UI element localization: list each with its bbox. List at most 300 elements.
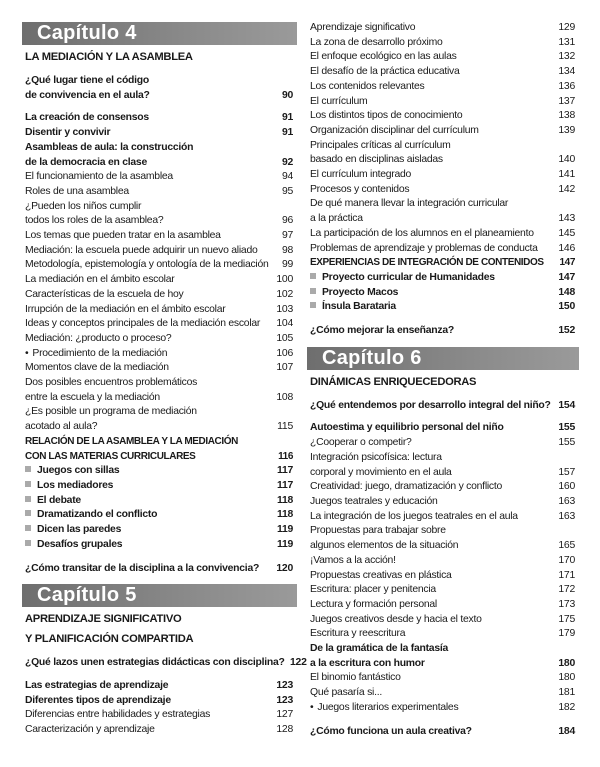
toc-entry[interactable] [310, 583, 575, 598]
page-number: 155 [558, 422, 575, 434]
toc-entry[interactable] [310, 197, 575, 226]
toc-entry-text [310, 197, 508, 212]
toc-entry-text [310, 569, 452, 584]
toc-entry-line [310, 242, 575, 257]
toc-entry[interactable] [310, 139, 575, 168]
toc-entry-label: Desafíos grupales [37, 538, 123, 550]
toc-entry-text [25, 508, 157, 523]
toc-entry-text [25, 376, 197, 391]
toc-entry[interactable] [25, 494, 293, 509]
page-number: 172 [558, 584, 575, 596]
toc-entry[interactable] [310, 168, 575, 183]
toc-entry[interactable] [310, 300, 575, 315]
toc-entry-line [25, 347, 293, 362]
toc-entry-label: Integración psicofísica: lectura [310, 451, 442, 463]
toc-entry[interactable] [310, 124, 575, 139]
toc-entry-label: Procedimiento de la mediación [32, 347, 168, 359]
page-number: 163 [558, 510, 575, 522]
toc-entry-line [25, 244, 293, 259]
toc-entry-text [25, 288, 184, 303]
toc-entry-line [25, 523, 293, 538]
toc-entry[interactable] [310, 436, 575, 451]
toc-entry[interactable] [25, 679, 293, 694]
toc-entry-label: ¿Pueden los niños cumplir [25, 200, 142, 212]
chapter-subtitle: LA MEDIACIÓN Y LA ASAMBLEA [25, 51, 193, 63]
toc-entry[interactable] [310, 671, 575, 686]
page-number: 117 [276, 465, 293, 477]
toc-entry-label: Las estrategias de aprendizaje [25, 679, 169, 691]
page-number: 97 [281, 230, 293, 242]
square-bullet-icon [25, 525, 31, 531]
toc-entry-label: Autoestima y equilibrio personal del niño [310, 422, 504, 434]
toc-entry-text [25, 111, 149, 126]
page-number: 108 [276, 391, 293, 403]
toc-entry-text [310, 421, 504, 436]
toc-entry-text [310, 80, 424, 95]
toc-entry-line [310, 227, 575, 242]
toc-entry-label: Creatividad: juego, dramatización y conflicto [310, 481, 503, 493]
toc-entry[interactable] [310, 324, 575, 339]
toc-entry[interactable] [310, 242, 575, 257]
toc-entry[interactable] [25, 347, 293, 362]
toc-entry-label: Caracterización y aprendizaje [25, 724, 155, 736]
toc-entry-line [310, 50, 575, 65]
toc-entry-label: De qué manera llevar la integración curricular [310, 198, 509, 210]
toc-entry-line [310, 256, 575, 271]
toc-entry-label: ¿Qué lazos unen estrategias didácticas con disciplina? [25, 657, 285, 669]
page-number: 136 [558, 80, 575, 92]
toc-entry[interactable] [25, 244, 293, 259]
toc-entry-line [310, 701, 575, 716]
toc-entry-label: a la práctica [310, 213, 363, 225]
bullet-icon: • [25, 347, 29, 359]
toc-entry[interactable] [25, 200, 293, 229]
toc-entry-text [310, 124, 479, 139]
toc-entry-label: Momentos clave de la mediación [25, 362, 169, 374]
toc-entry-text [310, 36, 443, 51]
toc-entry[interactable] [25, 464, 293, 479]
toc-entry[interactable] [25, 185, 293, 200]
toc-entry-text [310, 598, 437, 613]
toc-entry-text [310, 451, 442, 466]
toc-entry-line [25, 723, 293, 738]
toc-entry[interactable] [310, 451, 575, 480]
toc-entry-label: ¿Qué entendemos por desarrollo integral del niño? [310, 399, 551, 411]
toc-entry-line [25, 450, 293, 465]
toc-entry-label: Los mediadores [37, 479, 114, 491]
toc-entry[interactable] [25, 141, 293, 170]
toc-entry-label: Disentir y convivir [25, 127, 111, 139]
toc-entry[interactable] [310, 510, 575, 525]
page-number: 141 [558, 169, 575, 181]
toc-entry[interactable] [25, 694, 293, 709]
toc-entry[interactable] [25, 288, 293, 303]
toc-entry[interactable] [310, 569, 575, 584]
chapter-subtitle: Y PLANIFICACIÓN COMPARTIDA [25, 633, 194, 646]
toc-entry-line [310, 168, 575, 183]
toc-entry[interactable] [25, 229, 293, 244]
toc-entry-line [25, 479, 293, 494]
toc-entry-line [25, 435, 293, 450]
page-number: 98 [281, 244, 293, 256]
toc-entry[interactable] [310, 36, 575, 51]
page-number: 142 [558, 183, 575, 195]
toc-entry-label: El enfoque ecológico en las aulas [310, 51, 457, 63]
toc-entry[interactable] [310, 421, 575, 436]
toc-entry[interactable] [25, 723, 293, 738]
toc-entry-text [310, 524, 446, 539]
page-number: 91 [281, 112, 293, 124]
toc-entry-text [25, 74, 149, 89]
toc-entry[interactable] [25, 317, 293, 332]
toc-entry[interactable] [25, 562, 293, 577]
toc-entry-text [310, 671, 401, 686]
toc-entry-line [310, 725, 575, 740]
toc-entry-line [310, 183, 575, 198]
toc-entry[interactable] [25, 656, 307, 671]
toc-entry[interactable] [310, 725, 575, 740]
page-number: 163 [558, 495, 575, 507]
toc-entry-line [25, 111, 293, 126]
toc-entry-line [310, 671, 575, 686]
toc-entry-text [25, 347, 167, 362]
toc-entry[interactable] [310, 642, 575, 671]
toc-entry[interactable] [310, 480, 575, 495]
toc-entry[interactable] [25, 332, 293, 347]
toc-entry-line [310, 65, 575, 80]
toc-entry-label: Ideas y conceptos principales de la mediación escolar [25, 318, 261, 330]
toc-entry-line [310, 300, 575, 315]
toc-entry[interactable] [310, 183, 575, 198]
page-number: 180 [558, 657, 575, 669]
toc-entry-line [25, 420, 293, 435]
toc-entry[interactable] [310, 256, 575, 271]
page-number: 155 [558, 437, 575, 449]
toc-entry[interactable] [25, 126, 293, 141]
square-bullet-icon [310, 273, 316, 279]
toc-entry-text [25, 405, 197, 420]
toc-entry-label: Diferencias entre habilidades y estrategias [25, 709, 211, 721]
toc-entry-line [310, 583, 575, 598]
page-number: 127 [276, 709, 293, 721]
toc-entry-line [25, 126, 293, 141]
toc-entry-label: Problemas de aprendizaje y problemas de conducta [310, 242, 538, 254]
toc-entry-label: Principales críticas al currículum [310, 139, 451, 151]
page-number: 154 [558, 399, 575, 411]
toc-entry-text [310, 271, 495, 286]
page-number: 96 [281, 215, 293, 227]
toc-entry-line [310, 95, 575, 110]
toc-entry-text [310, 686, 382, 701]
toc-entry-label: Los distintos tipos de conocimiento [310, 110, 463, 122]
toc-entry[interactable] [310, 50, 575, 65]
toc-entry[interactable] [310, 495, 575, 510]
page-number: 116 [278, 450, 293, 462]
toc-entry[interactable] [310, 95, 575, 110]
toc-entry-label: Escritura y reescritura [310, 628, 406, 640]
toc-entry-line [310, 642, 575, 657]
toc-entry-text [25, 332, 171, 347]
toc-entry-label: Roles de una asamblea [25, 185, 129, 197]
toc-entry[interactable] [25, 170, 293, 185]
toc-entry-line [310, 421, 575, 436]
page-number: 143 [558, 213, 575, 225]
toc-entry-text [310, 539, 458, 554]
toc-entry[interactable] [310, 21, 575, 36]
toc-entry-line [310, 271, 575, 286]
toc-entry-text [25, 523, 121, 538]
page-number: 150 [558, 301, 575, 313]
toc-entry-line [310, 124, 575, 139]
toc-entry-line [25, 273, 293, 288]
toc-entry-text [310, 399, 551, 414]
toc-entry[interactable] [310, 686, 575, 701]
toc-entry-line [25, 361, 293, 376]
toc-entry-label: Diferentes tipos de aprendizaje [25, 694, 171, 706]
toc-entry[interactable] [310, 399, 575, 414]
toc-entry-line [25, 538, 293, 553]
toc-entry-line [25, 405, 293, 420]
toc-entry-label: Juegos teatrales y educación [310, 495, 438, 507]
toc-entry-label: Juegos creativos desde y hacia el texto [310, 613, 482, 625]
page-number: 131 [558, 36, 575, 48]
toc-entry-label: Dicen las paredes [37, 524, 122, 536]
toc-entry[interactable] [310, 554, 575, 569]
toc-entry-text [25, 303, 225, 318]
toc-entry-line [25, 464, 293, 479]
toc-entry[interactable] [25, 479, 293, 494]
toc-entry[interactable] [310, 613, 575, 628]
toc-entry-line [25, 391, 293, 406]
toc-entry-line [25, 170, 293, 185]
toc-entry-line [25, 141, 293, 156]
page-number: 91 [281, 127, 293, 139]
square-bullet-icon [25, 540, 31, 546]
toc-entry-label: basado en disciplinas aisladas [310, 154, 443, 166]
page-number: 171 [558, 569, 575, 581]
toc-entry-line [310, 36, 575, 51]
toc-entry-text [310, 480, 502, 495]
toc-entry-label: El binomio fantástico [310, 672, 401, 684]
toc-entry[interactable] [310, 271, 575, 286]
page-number: 148 [558, 286, 575, 298]
page-number: 115 [277, 421, 293, 433]
toc-entry[interactable] [310, 524, 575, 553]
toc-entry-label: ¿Cooperar o competir? [310, 437, 412, 449]
toc-entry-line [25, 508, 293, 523]
toc-entry-line [310, 109, 575, 124]
page-number: 160 [558, 481, 575, 493]
toc-entry-text [25, 450, 195, 465]
toc-entry-label: Características de la escuela de hoy [25, 288, 184, 300]
toc-entry-text [25, 126, 110, 141]
toc-entry-text [310, 65, 460, 80]
toc-entry-line [310, 436, 575, 451]
toc-entry-text [25, 141, 193, 156]
toc-entry-text [310, 183, 409, 198]
page-number: 147 [558, 271, 575, 283]
toc-entry-text [310, 642, 448, 657]
toc-entry[interactable] [310, 627, 575, 642]
toc-right-column [310, 21, 575, 747]
toc-entry-text [25, 214, 163, 229]
toc-entry-label: acotado al aula? [25, 421, 98, 433]
toc-entry-label: Escritura: placer y penitencia [310, 584, 436, 596]
page-number: 103 [276, 303, 293, 315]
toc-left-column [25, 22, 307, 738]
toc-entry[interactable] [310, 286, 575, 301]
toc-entry-label: Mediación: la escuela puede adquirir un nuevo aliado [25, 244, 258, 256]
toc-entry-label: de la democracia en clase [25, 156, 147, 168]
toc-entry-text [25, 723, 155, 738]
toc-entry-line [310, 153, 575, 168]
page-number: 152 [558, 325, 575, 337]
toc-entry-line [310, 466, 575, 481]
toc-entry-text [25, 479, 113, 494]
page-number: 123 [276, 679, 293, 691]
page-number: 134 [558, 66, 575, 78]
toc-entry-line [310, 480, 575, 495]
toc-entry[interactable] [25, 435, 293, 464]
toc-entry[interactable] [310, 109, 575, 124]
toc-entry-line [25, 156, 293, 171]
toc-entry-text [310, 583, 436, 598]
toc-entry[interactable] [310, 80, 575, 95]
page-number: 107 [276, 362, 293, 374]
toc-entry-text [310, 613, 482, 628]
toc-entry-text [310, 300, 396, 315]
toc-entry[interactable] [25, 523, 293, 538]
toc-entry-label: Propuestas para trabajar sobre [310, 525, 446, 537]
toc-entry-text [310, 657, 425, 672]
toc-entry-label: Irrupción de la mediación en el ámbito escolar [25, 303, 226, 315]
toc-entry-line [310, 510, 575, 525]
toc-entry-text [25, 229, 221, 244]
toc-entry-line [25, 89, 293, 104]
page-number: 95 [281, 185, 293, 197]
page-number: 90 [281, 89, 293, 101]
toc-entry-label: La zona de desarrollo próximo [310, 36, 443, 48]
toc-entry[interactable] [25, 405, 293, 434]
toc-entry-text [25, 89, 150, 104]
toc-entry-label: ¿Es posible un programa de mediación [25, 406, 197, 418]
toc-entry-line [310, 451, 575, 466]
toc-entry-line [25, 288, 293, 303]
toc-entry[interactable] [25, 376, 293, 405]
toc-entry-line [25, 562, 293, 577]
toc-entry-text [25, 391, 160, 406]
toc-entry-label: Juegos con sillas [37, 465, 120, 477]
page-number: 184 [558, 725, 575, 737]
page-number: 118 [276, 509, 293, 521]
toc-entry-text [25, 244, 258, 259]
toc-entry-text [25, 200, 141, 215]
toc-entry-line [25, 376, 293, 391]
toc-entry-label: El debate [37, 494, 81, 506]
toc-entry[interactable] [25, 508, 293, 523]
toc-entry-text [310, 212, 363, 227]
toc-entry[interactable] [25, 361, 293, 376]
toc-entry-label: Propuestas creativas en plástica [310, 569, 452, 581]
toc-entry-label: Lectura y formación personal [310, 598, 437, 610]
square-bullet-icon [310, 288, 316, 294]
chapter-subtitle: DINÁMICAS ENRIQUECEDORAS [310, 375, 477, 388]
page-number: 179 [558, 628, 575, 640]
toc-entry[interactable] [310, 65, 575, 80]
toc-entry-label: ¿Cómo funciona un aula creativa? [310, 725, 472, 737]
toc-entry-line [310, 286, 575, 301]
toc-entry[interactable] [25, 303, 293, 318]
toc-entry-text [25, 258, 269, 273]
toc-entry-text [310, 153, 443, 168]
toc-entry[interactable] [310, 598, 575, 613]
toc-entry-label: Los contenidos relevantes [310, 80, 425, 92]
toc-entry-line [310, 524, 575, 539]
toc-entry-text [25, 679, 168, 694]
toc-entry[interactable] [310, 701, 575, 716]
toc-entry-line [25, 679, 293, 694]
square-bullet-icon [25, 496, 31, 502]
toc-entry[interactable] [25, 708, 293, 723]
toc-entry-label: Asambleas de aula: la construcción [25, 141, 194, 153]
toc-entry-text [25, 708, 210, 723]
toc-entry-text [25, 694, 171, 709]
toc-entry-label: Proyecto curricular de Humanidades [322, 271, 495, 283]
toc-entry-text [310, 701, 458, 716]
page-number: 146 [558, 242, 575, 254]
bullet-icon: • [310, 701, 314, 713]
toc-entry-line [310, 495, 575, 510]
toc-entry-line [310, 613, 575, 628]
toc-entry-label: La participación de los alumnos en el planeamiento [310, 227, 534, 239]
toc-entry[interactable] [25, 538, 293, 553]
toc-entry-label: La integración de los juegos teatrales en el aula [310, 510, 518, 522]
toc-entry-text [25, 361, 169, 376]
toc-entry[interactable] [25, 74, 293, 103]
toc-entry-line [25, 229, 293, 244]
page-number: 132 [558, 51, 575, 63]
toc-entry-text [310, 168, 411, 183]
toc-entry-text [25, 317, 260, 332]
toc-entry-text [25, 494, 81, 509]
page-number: 106 [276, 347, 293, 359]
toc-entry-line [310, 324, 575, 339]
toc-entry-text [310, 109, 462, 124]
page-number: 181 [558, 687, 575, 699]
page-number: 128 [276, 724, 293, 736]
toc-entry-text [310, 510, 518, 525]
toc-entry-label: ¿Cómo transitar de la disciplina a la convivencia? [25, 562, 260, 574]
toc-entry-line [25, 200, 293, 215]
toc-entry-text [25, 538, 122, 553]
toc-entry-label: Procesos y contenidos [310, 183, 410, 195]
toc-entry-text [310, 50, 457, 65]
toc-entry[interactable] [25, 258, 293, 273]
toc-entry-label: La creación de consensos [25, 112, 149, 124]
toc-entry-line [25, 74, 293, 89]
toc-entry-label: El currículum integrado [310, 169, 412, 181]
toc-entry[interactable] [25, 111, 293, 126]
toc-entry-label: de convivencia en el aula? [25, 89, 150, 101]
page-number: 92 [281, 156, 293, 168]
page-number: 137 [558, 95, 575, 107]
toc-entry-label: CON LAS MATERIAS CURRICULARES [25, 450, 196, 462]
page-number: 94 [281, 171, 293, 183]
toc-entry[interactable] [310, 227, 575, 242]
page-number: 118 [276, 494, 293, 506]
toc-entry-text [310, 139, 450, 154]
toc-entry[interactable] [25, 273, 293, 288]
